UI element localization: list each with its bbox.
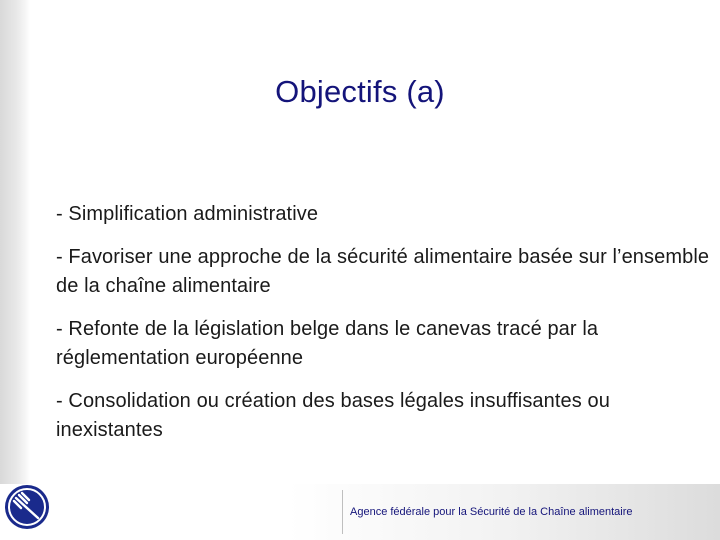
fork-knife-circle-icon [2,482,52,532]
bullet-item: - Consolidation ou création des bases légales insuffisantes ou inexistantes [56,390,610,441]
bullet-item: - Refonte de la législation belge dans le canevas tracé par la réglementation européenne [56,318,599,369]
bullet-list [56,200,716,459]
bullet-item: - Simplification administrative [56,203,319,225]
bullet-item: - Favoriser une approche de la sécurité alimentaire basée sur l’ensemble de la chaîne alimentaire [56,246,710,297]
footer-divider [342,490,343,534]
slide-title: Objectifs (a) [275,74,445,109]
agency-name: Agence fédérale pour la Sécurité de la Chaîne alimentaire [350,506,633,518]
